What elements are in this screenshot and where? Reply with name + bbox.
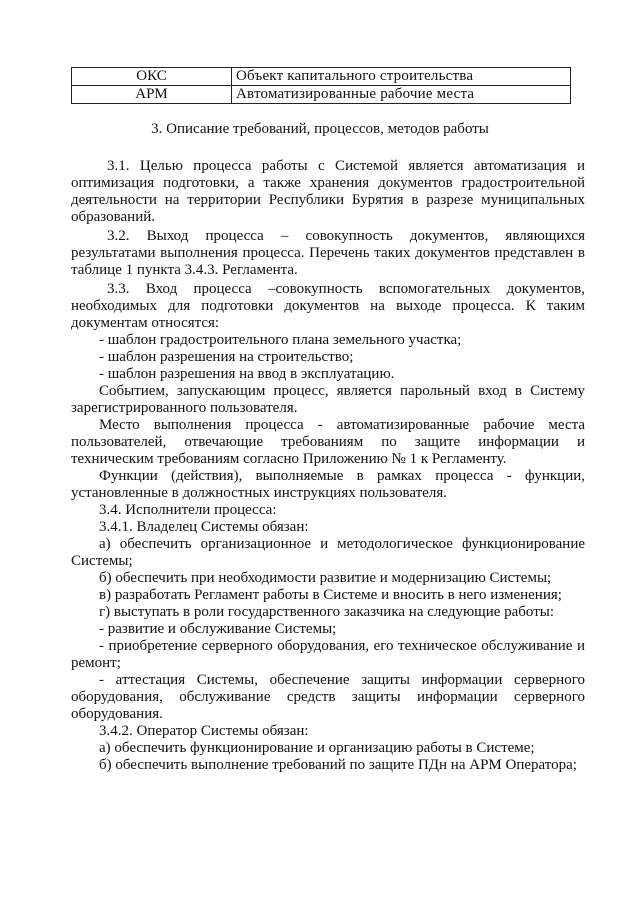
paragraph-3-4-2: 3.4.2. Оператор Системы обязан: (99, 723, 309, 739)
abbr-cell: ОКС (72, 68, 232, 86)
list-item: - аттестация Системы, обеспечение защиты информации серверного оборудования, обслуживание средств защиты информации серверного оборудования. (71, 672, 585, 722)
abbr-cell: АРМ (72, 86, 232, 104)
paragraph-3-3: 3.3. Вход процесса –совокупность вспомогательных документов, необходимых для подготовки документов на выходе процесса. К таким документам относятся: (71, 281, 585, 331)
list-item: - шаблон разрешения на строительство; (99, 349, 354, 365)
meaning-cell: Автоматизированные рабочие места (232, 86, 571, 104)
paragraph: Событием, запускающим процесс, является парольный вход в Систему зарегистрированного пользователя. (71, 383, 585, 416)
list-item: в) разработать Регламент работы в Системе и вносить в него изменения; (99, 587, 562, 603)
paragraph: Место выполнения процесса - автоматизированные рабочие места пользователей, отвечающие требованиям по защите информации и техническим требованиям согласно Приложению № 1 к Регламенту. (71, 417, 585, 467)
meaning-cell: Объект капитального строительства (232, 68, 571, 86)
list-item: б) обеспечить при необходимости развитие и модернизацию Системы; (99, 570, 552, 586)
list-item: - шаблон градостроительного плана земельного участка; (99, 332, 462, 348)
abbreviations-table (71, 67, 571, 104)
paragraph-3-4: 3.4. Исполнители процесса: (99, 502, 277, 518)
paragraph-3-4-1: 3.4.1. Владелец Системы обязан: (99, 519, 309, 535)
list-item: а) обеспечить функционирование и организацию работы в Системе; (99, 740, 535, 756)
paragraph: Функции (действия), выполняемые в рамках процесса - функции, установленные в должностных инструкциях пользователя. (71, 468, 585, 501)
document-body (71, 158, 585, 774)
table-row (72, 86, 571, 104)
list-item: - шаблон разрешения на ввод в эксплуатацию. (99, 366, 395, 382)
paragraph-3-1: 3.1. Целью процесса работы с Системой является автоматизация и оптимизация подготовки, а также хранения документов градостроительной деятельности на территории Республики Бурятия в разрезе муниципальных образований. (71, 158, 585, 225)
list-item: - приобретение серверного оборудования, его техническое обслуживание и ремонт; (71, 638, 585, 671)
paragraph-3-2: 3.2. Выход процесса – совокупность документов, являющихся результатами выполнения процесса. Перечень таких документов представлен в таблице 1 пункта 3.4.3. Регламента. (71, 228, 585, 278)
list-item: г) выступать в роли государственного заказчика на следующие работы: (99, 604, 555, 620)
list-item: б) обеспечить выполнение требований по защите ПДн на АРМ Оператора; (99, 757, 577, 773)
list-item: а) обеспечить организационное и методологическое функционирование Системы; (71, 536, 585, 569)
list-item: - развитие и обслуживание Системы; (99, 621, 337, 637)
section-heading: 3. Описание требований, процессов, методов работы (151, 121, 489, 137)
table-row (72, 68, 571, 86)
